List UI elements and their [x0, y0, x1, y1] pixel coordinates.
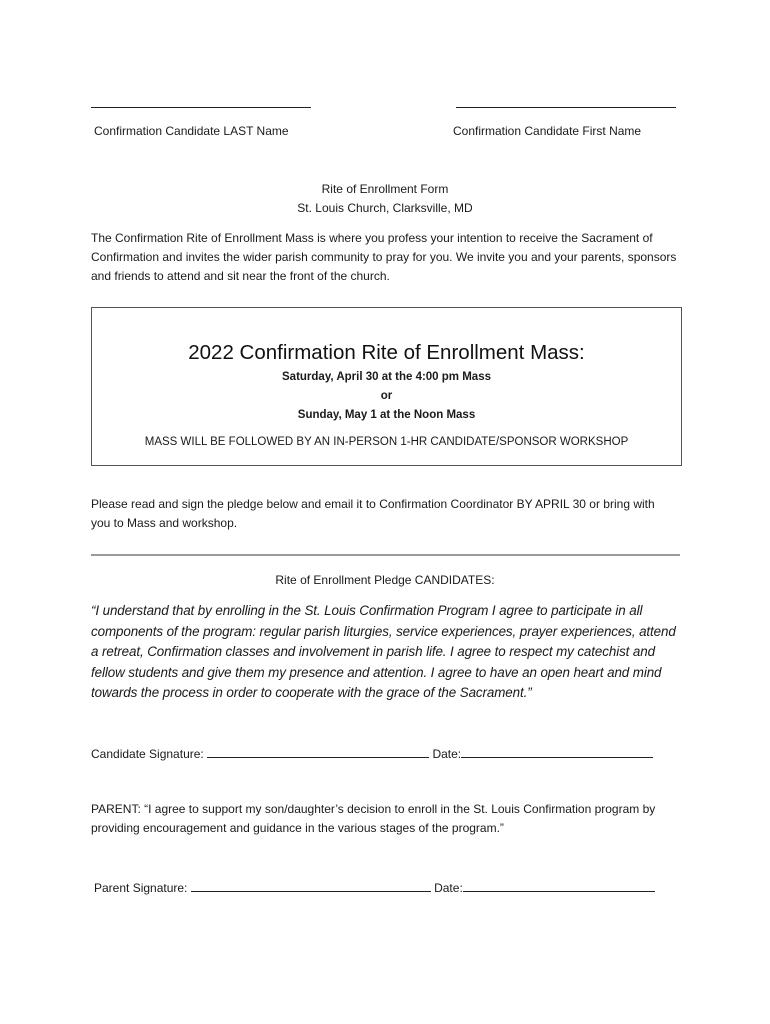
- candidate-signature-row: [91, 745, 653, 761]
- intro-paragraph: The Confirmation Rite of Enrollment Mass is where you profess your intention to receive the Sacrament of Confirmation and invites the wider parish community to pray for you. We invite you and your parents, sponsors and friends to attend and sit near the front of the church.: [91, 231, 677, 283]
- pledge-text: “I understand that by enrolling in the St. Louis Confirmation Program I agree to participate in all components of the program: regular parish liturgies, service experiences, prayer experiences, attend a retreat, Confirmation classes and involvement in parish life. I agree to respect my catechist and fellow students and give them my presence and attention. I agree to have an open heart and mind towards the process in order to cooperate with the grace of the Sacrament.”: [91, 603, 676, 700]
- candidate-date-field[interactable]: [461, 745, 653, 758]
- parent-statement: PARENT: “I agree to support my son/daughter’s decision to enroll in the St. Louis Confirmation program by providing encouragement and guidance in the various stages of the program.”: [91, 802, 656, 835]
- mass-info-box: [91, 307, 682, 466]
- mass-heading: 2022 Confirmation Rite of Enrollment Mass:: [188, 341, 585, 364]
- parent-signature-row: [94, 879, 655, 895]
- mass-option-saturday: Saturday, April 30 at the 4:00 pm Mass: [282, 371, 491, 383]
- instructions-paragraph: Please read and sign the pledge below and email it to Confirmation Coordinator BY APRIL 30 or bring with you to Mass and workshop.: [91, 497, 655, 530]
- parent-date-field[interactable]: [463, 879, 655, 892]
- workshop-notice: MASS WILL BE FOLLOWED BY AN IN-PERSON 1-HR CANDIDATE/SPONSOR WORKSHOP: [144, 436, 629, 448]
- mass-option-sunday: Sunday, May 1 at the Noon Mass: [297, 409, 476, 421]
- form-title: Rite of Enrollment Form: [321, 182, 449, 196]
- pledge-title: Rite of Enrollment Pledge CANDIDATES:: [275, 573, 495, 587]
- parent-date-label: Date:: [434, 881, 463, 895]
- candidate-date-label: Date:: [432, 747, 462, 761]
- candidate-signature-label: Candidate Signature:: [91, 747, 204, 761]
- last-name-label: Confirmation Candidate LAST Name: [94, 124, 289, 138]
- parent-signature-label: Parent Signature:: [94, 881, 188, 895]
- section-divider: [91, 554, 680, 556]
- parent-signature-field[interactable]: [191, 879, 431, 892]
- last-name-line[interactable]: [91, 107, 311, 108]
- candidate-signature-field[interactable]: [207, 745, 429, 758]
- first-name-label: Confirmation Candidate First Name: [453, 124, 642, 138]
- mass-option-or: or: [380, 390, 393, 402]
- first-name-line[interactable]: [456, 107, 676, 108]
- church-name: St. Louis Church, Clarksville, MD: [297, 201, 473, 215]
